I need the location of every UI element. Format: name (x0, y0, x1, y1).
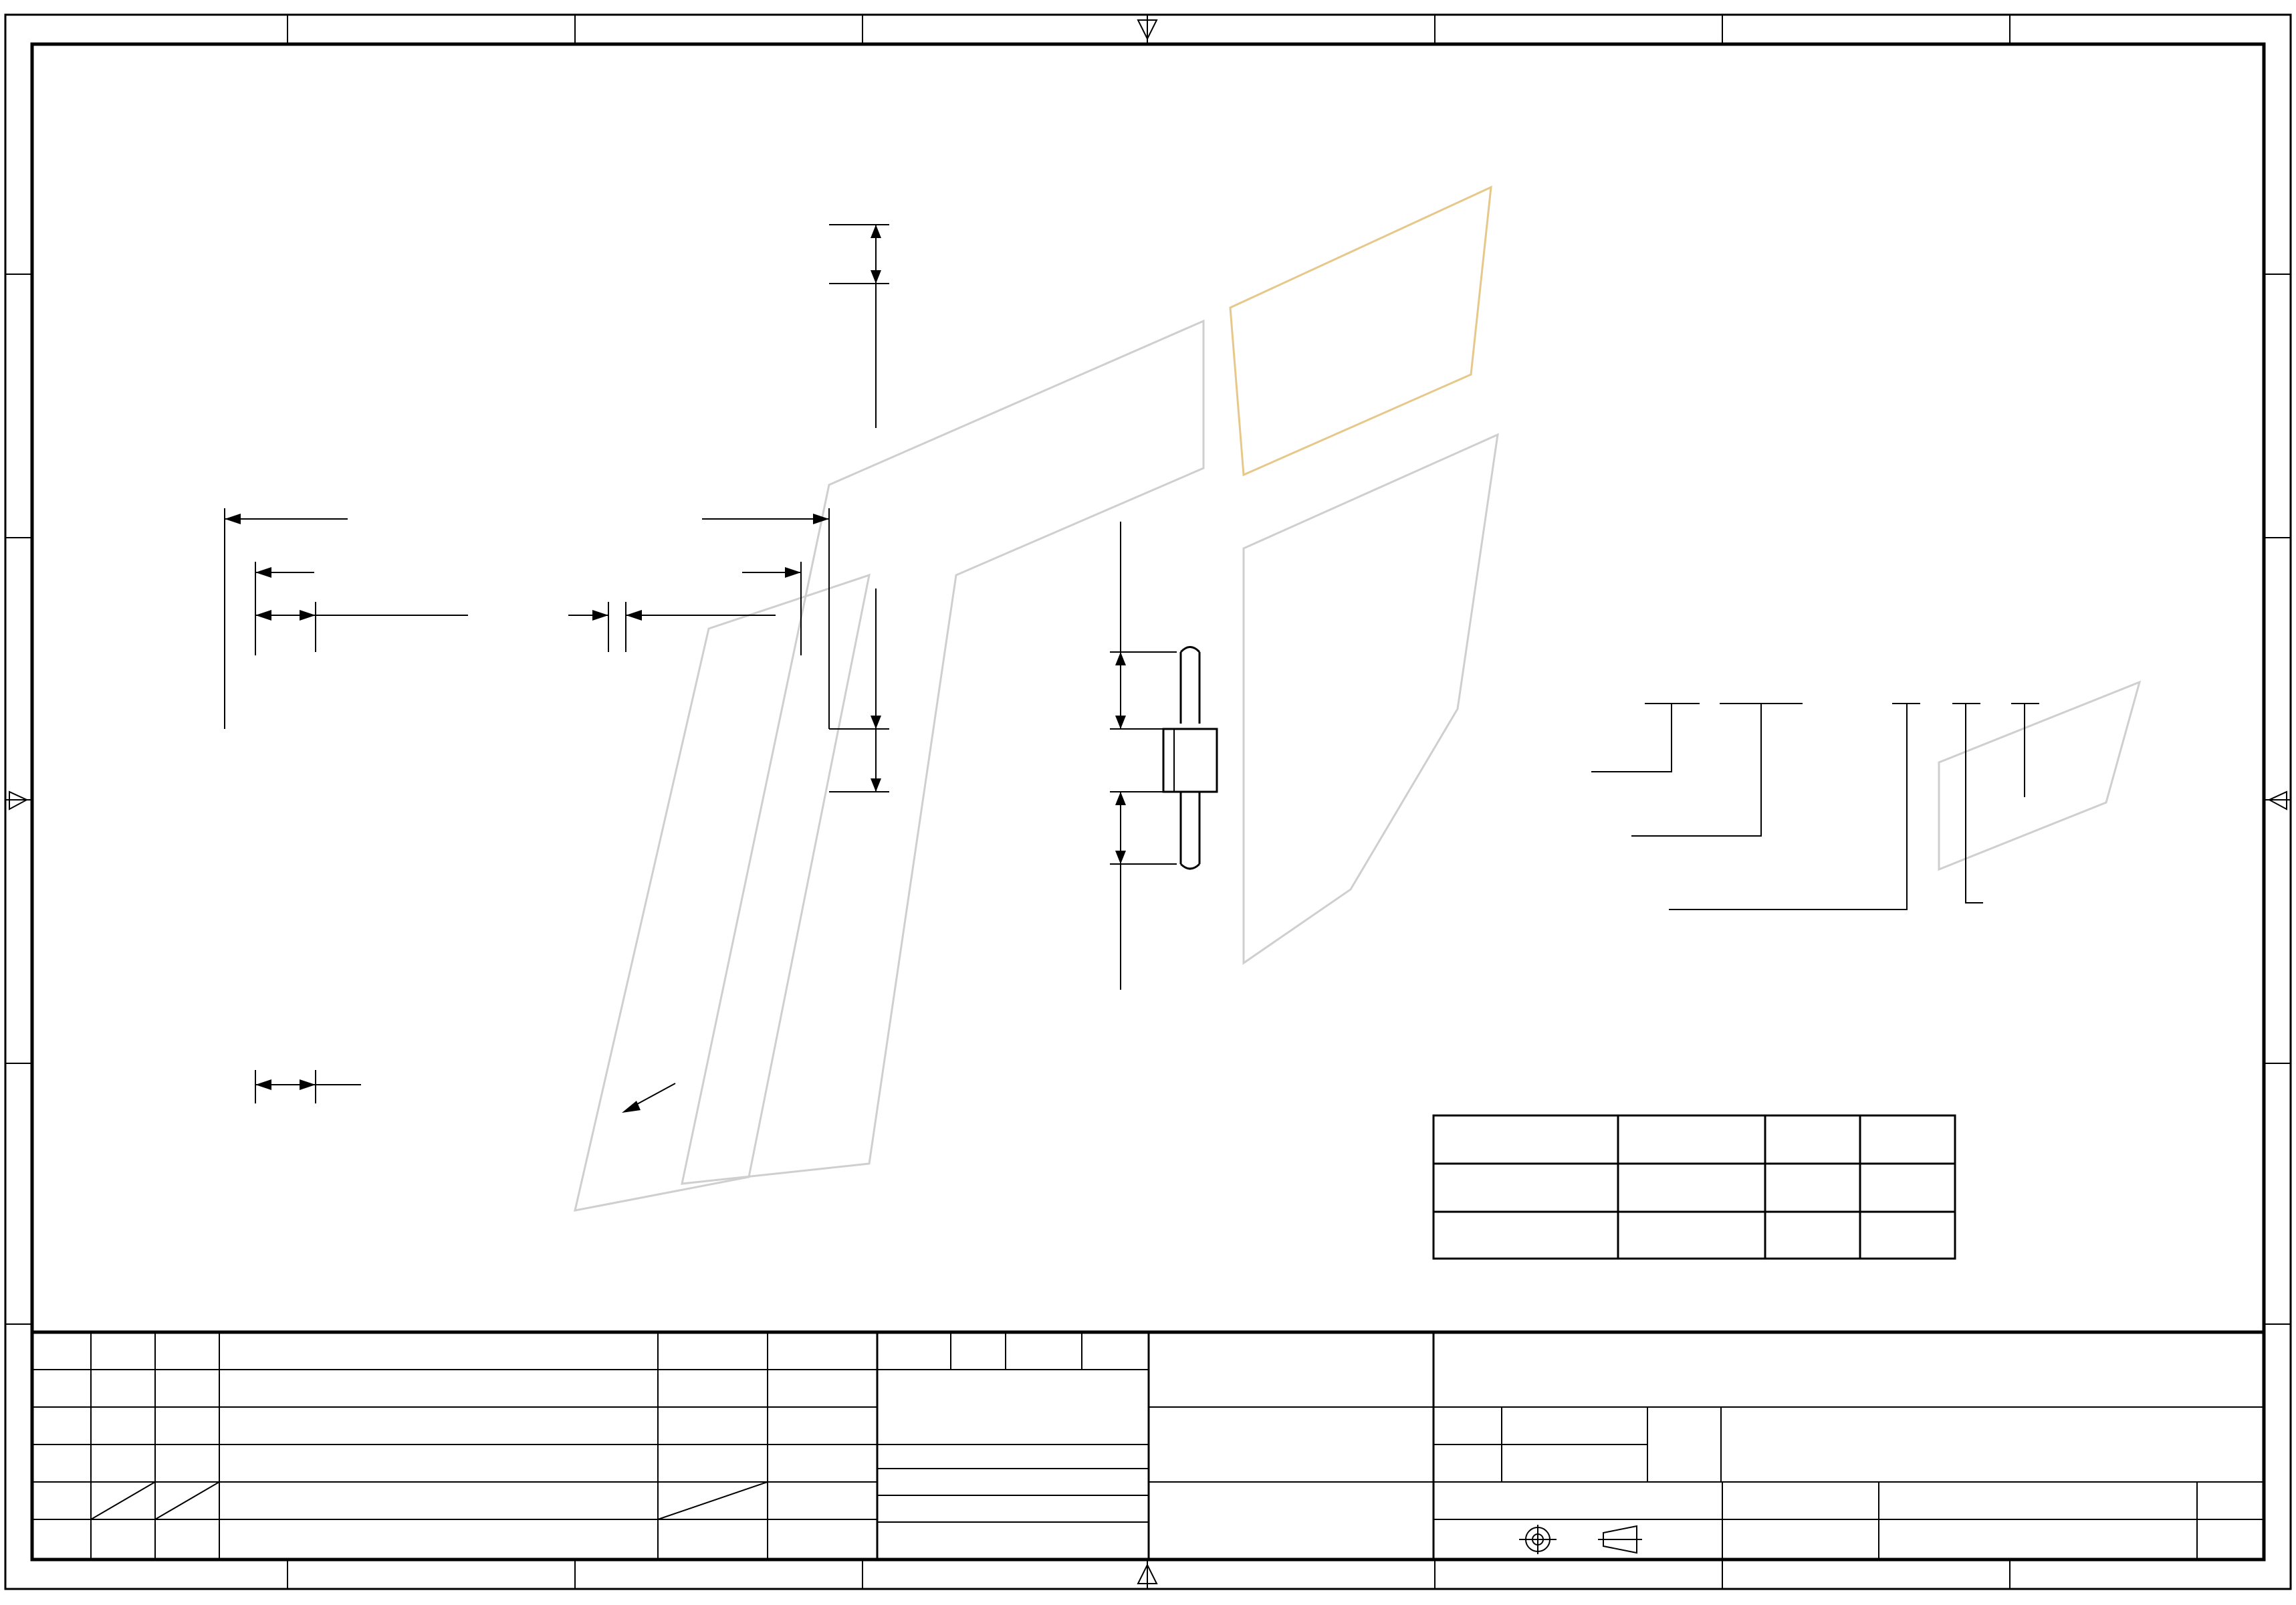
pcb-dimensions (255, 1070, 675, 1113)
top-height-dimension (829, 225, 889, 428)
connector-side-view (1110, 522, 1217, 990)
ordering-information (1591, 704, 2039, 909)
projection-symbol-icon (1519, 1525, 1642, 1554)
title-block (32, 1332, 2264, 1560)
dimension-table (1433, 1115, 1955, 1259)
company-logo (1512, 1366, 1638, 1376)
front-dimensions (225, 503, 889, 792)
watermark-logo (575, 187, 2140, 1210)
